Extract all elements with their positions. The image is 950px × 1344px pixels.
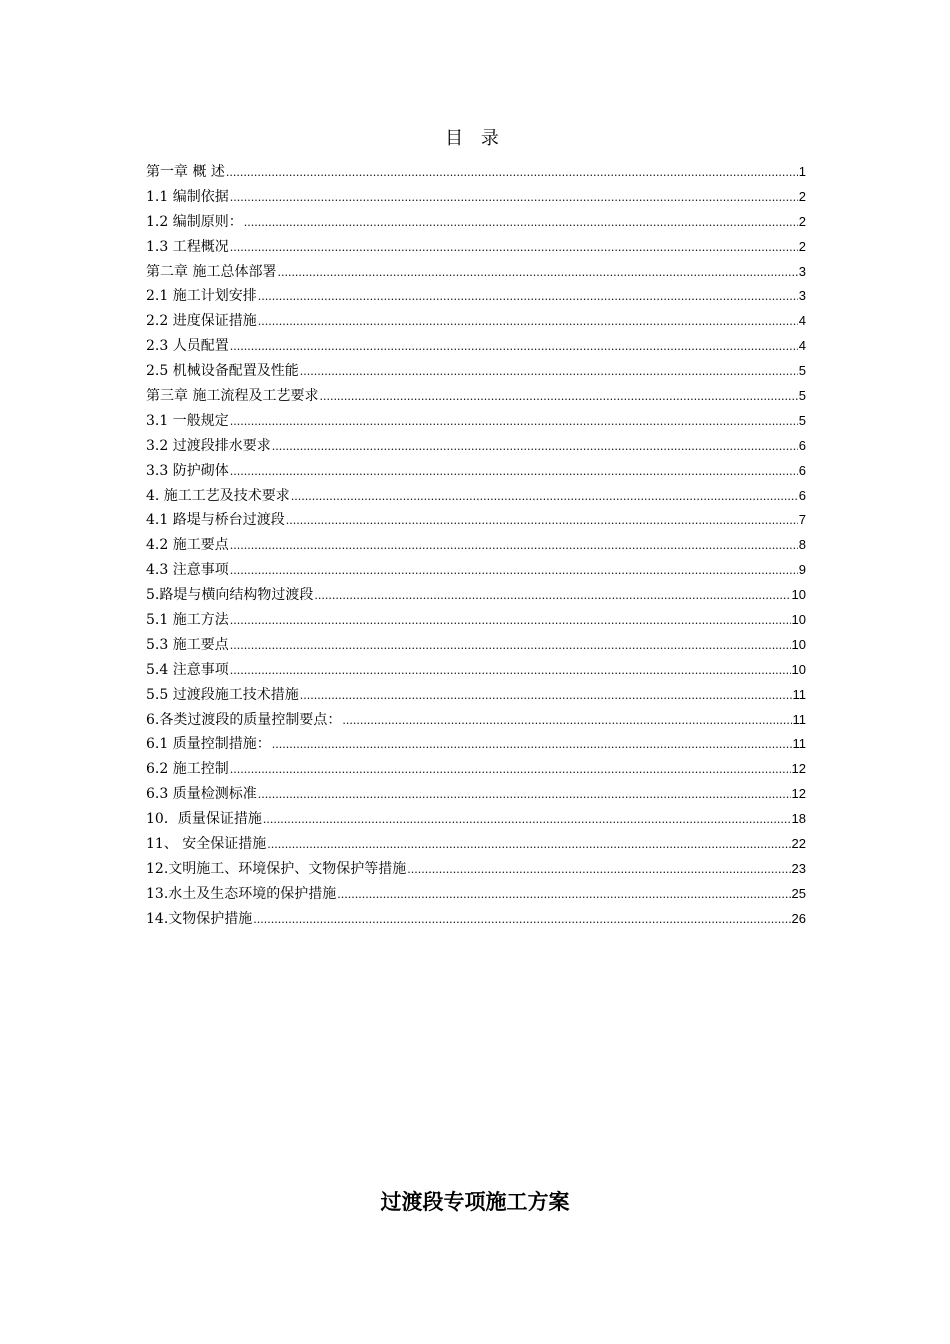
toc-dot-leader [230, 634, 791, 659]
toc-dot-leader [263, 808, 791, 833]
toc-entry-page-number: 4 [798, 313, 806, 329]
toc-entry[interactable] [146, 260, 806, 285]
toc-dot-leader [300, 360, 798, 385]
toc-entry[interactable] [146, 633, 806, 658]
toc-dot-leader [272, 733, 792, 758]
toc-dot-leader [230, 460, 798, 485]
toc-entry-page-number: 3 [798, 288, 806, 304]
toc-entry-page-number: 18 [791, 811, 806, 827]
toc-entry[interactable] [146, 160, 806, 185]
toc-entry-page-number: 12 [791, 786, 806, 802]
toc-dot-leader [337, 883, 790, 908]
toc-entry-page-number: 7 [798, 512, 806, 528]
toc-entry[interactable] [146, 508, 806, 533]
toc-entry-label: 4.1 路堤与桥台过渡段 [146, 512, 285, 529]
toc-dot-leader [230, 236, 798, 261]
toc-dot-leader [314, 584, 790, 609]
toc-entry-label: 6.3 质量检测标准 [146, 786, 257, 803]
toc-entry-page-number: 11 [792, 736, 806, 752]
toc-entry-page-number: 5 [798, 363, 806, 379]
toc-entry-page-number: 11 [792, 711, 806, 727]
toc-entry-label: 3.2 过渡段排水要求 [146, 437, 271, 454]
toc-entry-page-number: 1 [798, 164, 806, 179]
toc-entry[interactable] [146, 459, 806, 484]
toc-dot-leader [230, 186, 798, 211]
toc-entry[interactable] [146, 907, 806, 932]
toc-dot-leader [253, 908, 790, 933]
toc-entry[interactable] [146, 857, 806, 882]
toc-entry-page-number: 9 [798, 562, 806, 578]
toc-entry-page-number: 12 [791, 761, 806, 777]
toc-entry-page-number: 10 [791, 636, 806, 652]
document-title: 过渡段专项施工方案 [380, 1189, 570, 1214]
toc-entry[interactable] [146, 384, 806, 409]
toc-entry[interactable] [146, 309, 806, 334]
toc-entry[interactable] [146, 235, 806, 260]
toc-entry[interactable] [146, 708, 806, 733]
toc-dot-leader [230, 335, 798, 360]
toc-entry-page-number: 2 [798, 213, 806, 229]
toc-dot-leader [286, 509, 798, 534]
toc-entry-page-number: 23 [791, 860, 806, 876]
toc-dot-leader [277, 261, 797, 286]
toc-entry-label: 6.1 质量控制措施： [146, 736, 271, 753]
toc-entry-page-number: 11 [792, 686, 806, 702]
toc-entry[interactable] [146, 484, 806, 509]
toc-dot-leader [407, 858, 790, 883]
toc-dot-leader [291, 485, 798, 510]
toc-entry-page-number: 6 [798, 487, 806, 503]
toc-entry-page-number: 3 [798, 263, 806, 279]
toc-dot-leader [230, 559, 798, 584]
toc-entry-label: 3.3 防护砌体 [146, 462, 229, 479]
toc-entry-label: 6.各类过渡段的质量控制要点： [146, 711, 342, 728]
toc-entry[interactable] [146, 359, 806, 384]
toc-entry[interactable] [146, 882, 806, 907]
toc-entry-page-number: 2 [798, 188, 806, 204]
toc-entry-label: 第三章 施工流程及工艺要求 [146, 388, 319, 405]
toc-entry-label: 5.4 注意事项 [146, 661, 229, 678]
toc-entry-label: 1.2 编制原则： [146, 213, 243, 230]
toc-entry-label: 3.1 一般规定 [146, 412, 229, 429]
toc-entry-label: 2.1 施工计划安排 [146, 288, 257, 305]
toc-entry[interactable] [146, 658, 806, 683]
toc-entry[interactable] [146, 732, 806, 757]
toc-entry-page-number: 26 [791, 910, 806, 926]
toc-dot-leader [300, 684, 792, 709]
toc-dot-leader [258, 285, 798, 310]
toc-entry-label: 14.文物保护措施 [146, 910, 253, 927]
toc-entry-label: 2.3 人员配置 [146, 338, 229, 355]
toc-dot-leader [230, 410, 798, 435]
toc-entry[interactable] [146, 558, 806, 583]
toc-dot-leader [319, 385, 797, 410]
toc-dot-leader [272, 435, 798, 460]
toc-entry-page-number: 2 [798, 238, 806, 254]
toc-entry-page-number: 10 [791, 612, 806, 628]
toc-entry[interactable] [146, 583, 806, 608]
toc-entry-page-number: 6 [798, 437, 806, 453]
toc-entry-label: 10．质量保证措施 [146, 811, 262, 828]
toc-entry-label: 2.2 进度保证措施 [146, 313, 257, 330]
toc-entry[interactable] [146, 757, 806, 782]
toc-dot-leader [244, 211, 798, 236]
toc-entry-label: 12.文明施工、环境保护、文物保护等措施 [146, 860, 407, 877]
toc-entry-label: 6.2 施工控制 [146, 761, 229, 778]
toc-entry-label: 5.路堤与横向结构物过渡段 [146, 587, 314, 604]
toc-entry-label: 4.2 施工要点 [146, 537, 229, 554]
toc-entry-page-number: 6 [798, 462, 806, 478]
toc-entry[interactable] [146, 533, 806, 558]
toc-entry[interactable] [146, 608, 806, 633]
toc-entry[interactable] [146, 210, 806, 235]
toc-entry-label: 4. 施工工艺及技术要求 [146, 487, 290, 504]
toc-entry-label: 5.3 施工要点 [146, 636, 229, 653]
toc-dot-leader [342, 709, 791, 734]
toc-dot-leader [226, 161, 798, 186]
toc-entry[interactable] [146, 782, 806, 807]
toc-entry-label: 5.5 过渡段施工技术措施 [146, 686, 299, 703]
toc-dot-leader [267, 833, 790, 858]
toc-entry-label: 4.3 注意事项 [146, 562, 229, 579]
toc-dot-leader [258, 783, 791, 808]
toc-dot-leader [230, 659, 791, 684]
toc-entry[interactable] [146, 807, 806, 832]
toc-entry-page-number: 25 [791, 885, 806, 901]
toc-entry-label: 13.水土及生态环境的保护措施 [146, 885, 337, 902]
toc-dot-leader [230, 534, 798, 559]
toc-entry-page-number: 5 [798, 388, 806, 404]
toc-dot-leader [230, 609, 791, 634]
toc-dot-leader [230, 758, 791, 783]
toc-entry-label: 1.1 编制依据 [146, 188, 229, 205]
toc-entry-label: 第一章 概 述 [146, 164, 225, 180]
toc-entry[interactable] [146, 832, 806, 857]
toc-entry-label: 5.1 施工方法 [146, 612, 229, 629]
toc-entry-label: 11、 安全保证措施 [146, 836, 267, 853]
toc-entry-page-number: 5 [798, 412, 806, 428]
toc-entry-page-number: 22 [791, 836, 806, 852]
toc-entry[interactable] [146, 284, 806, 309]
toc-entry-page-number: 10 [791, 661, 806, 677]
toc-entry[interactable] [146, 185, 806, 210]
toc-entry[interactable] [146, 434, 806, 459]
toc-entry-page-number: 4 [798, 338, 806, 354]
toc-entry[interactable] [146, 683, 806, 708]
toc-entry-page-number: 8 [798, 537, 806, 553]
toc-entry-label: 第二章 施工总体部署 [146, 263, 277, 280]
toc-entry-label: 1.3 工程概况 [146, 238, 229, 255]
toc-title: 目 录 [445, 128, 505, 149]
toc-entry[interactable] [146, 409, 806, 434]
toc-entry[interactable] [146, 334, 806, 359]
toc-entry-page-number: 10 [791, 587, 806, 603]
toc-dot-leader [258, 310, 798, 335]
table-of-contents [146, 160, 806, 932]
toc-entry-label: 2.5 机械设备配置及性能 [146, 363, 299, 380]
